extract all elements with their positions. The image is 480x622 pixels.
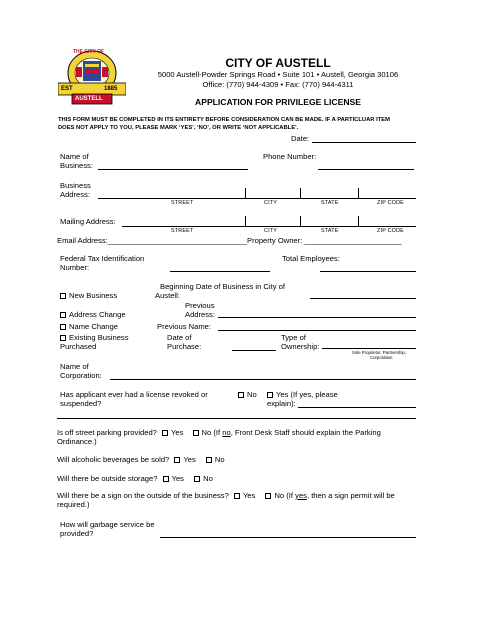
street-caption: STREET <box>171 200 194 206</box>
seal-est-year: 1885 <box>104 86 118 92</box>
mailing-address-field[interactable] <box>122 226 416 227</box>
existing-business-option[interactable] <box>60 333 129 342</box>
total-employees-field[interactable] <box>320 271 416 272</box>
yes-label: Yes <box>183 455 196 464</box>
beginning-date-label-2: Austell: <box>155 291 180 300</box>
city-caption: CITY <box>264 228 278 234</box>
parking-yes-checkbox[interactable] <box>162 430 168 436</box>
sign-line-2: required.) <box>57 500 90 509</box>
name-change-option[interactable] <box>60 322 118 331</box>
checkbox[interactable] <box>60 335 66 341</box>
date-label: Date: <box>291 134 310 143</box>
garbage-label-2: provided? <box>60 529 94 538</box>
total-employees-label: Total Employees: <box>282 254 340 263</box>
fein-field[interactable] <box>170 271 270 272</box>
state-caption: STATE <box>321 200 339 206</box>
zip-caption: ZIP CODE <box>377 228 404 234</box>
sign-no-text-2: , then a sign permit will be <box>306 491 395 500</box>
parking-question <box>57 428 381 437</box>
state-caption: STATE <box>321 228 339 234</box>
sign-no-underlined: yes <box>295 491 307 500</box>
parking-question-text: Is off street parking provided? <box>57 428 157 437</box>
instructions-line-2: DOES NOT APPLY TO YOU, PLEASE MARK ‘YES’, ‘NO’, OR WRITE ‘NOT APPLICABLE’. <box>58 125 299 131</box>
beginning-date-label-1: Beginning Date of Business in City of <box>160 282 285 291</box>
explain-field[interactable] <box>298 407 416 408</box>
alcohol-yes-checkbox[interactable] <box>174 457 180 463</box>
alcohol-question <box>57 455 225 464</box>
parking-no-checkbox[interactable] <box>193 430 199 436</box>
sign-no-text: No (If <box>274 491 296 500</box>
divider <box>358 188 359 198</box>
no-label: No <box>247 390 257 399</box>
garbage-field[interactable] <box>160 537 416 538</box>
fein-label-1: Federal Tax Identification <box>60 254 145 263</box>
yes-label: Yes <box>242 491 256 500</box>
revoked-label-2: suspended? <box>60 399 102 408</box>
date-of-label-2: Purchase: <box>167 342 202 351</box>
revoked-label-1: Has applicant ever had a license revoked or <box>60 390 208 399</box>
explain-label: explain): <box>267 399 296 408</box>
corporation-name-field[interactable] <box>110 379 416 380</box>
divider <box>358 216 359 226</box>
checkbox[interactable] <box>267 392 273 398</box>
new-business-label: New Business <box>69 291 118 300</box>
phone-number-field[interactable] <box>318 169 414 170</box>
yes-explain-label: Yes (If yes, please <box>276 390 338 399</box>
divider <box>245 216 246 226</box>
parking-no-underlined: no <box>222 428 231 437</box>
name-of-label: Name of <box>60 152 89 161</box>
type-of-ownership-label-1: Type of <box>281 333 306 342</box>
street-caption: STREET <box>171 228 194 234</box>
alcohol-no-checkbox[interactable] <box>206 457 212 463</box>
business-address-field[interactable] <box>98 198 416 199</box>
checkbox[interactable] <box>60 324 66 330</box>
divider <box>245 188 246 198</box>
ownership-hint-1: Sole Proprietor, Partnership, <box>352 350 406 355</box>
city-address: 5000 Austell-Powder Springs Road • Suite 101 • Austell, Georgia 30106 <box>157 70 399 79</box>
beginning-date-field[interactable] <box>310 298 416 299</box>
previous-address-field[interactable] <box>218 317 416 318</box>
address-change-label: Address Change <box>69 310 126 319</box>
city-title: CITY OF AUSTELL <box>225 56 331 70</box>
revoked-no-option[interactable] <box>238 390 257 399</box>
zip-caption: ZIP CODE <box>377 200 404 206</box>
city-phones: Office: (770) 944-4309 • Fax: (770) 944-4311 <box>202 80 354 89</box>
ownership-hint-2: Corporation <box>370 355 393 360</box>
mailing-address-label: Mailing Address: <box>60 217 116 226</box>
business-address-label-2: Address: <box>60 190 90 199</box>
revoked-yes-option[interactable] <box>267 390 338 399</box>
date-of-purchase-field[interactable] <box>232 350 276 351</box>
date-field[interactable] <box>312 142 416 143</box>
previous-name-field[interactable] <box>218 330 416 331</box>
phone-number-label: Phone Number: <box>263 152 317 161</box>
storage-question-text: Will there be outside storage? <box>57 474 158 483</box>
email-property-owner-line[interactable]: Email Address:_________________________________Property Owner: _______________________ <box>57 236 402 245</box>
previous-label-2: Address: <box>185 310 215 319</box>
fein-label-2: Number: <box>60 263 90 272</box>
city-caption: CITY <box>264 200 278 206</box>
parking-no-text: No (If <box>201 428 223 437</box>
explain-field-line-2[interactable] <box>57 418 416 419</box>
parking-line-2: Ordinance.) <box>57 437 97 446</box>
name-of-corporation-label-1: Name of <box>60 362 89 371</box>
no-label: No <box>214 455 225 464</box>
sign-yes-checkbox[interactable] <box>234 493 240 499</box>
alcohol-question-text: Will alcoholic beverages be sold? <box>57 455 170 464</box>
existing-business-label-2: Purchased <box>60 342 97 351</box>
existing-business-label: Existing Business <box>69 333 129 342</box>
parking-no-text-2: , Front Desk Staff should explain the Parking <box>230 428 381 437</box>
business-address-label-1: Business <box>60 181 91 190</box>
date-of-label-1: Date of <box>167 333 192 342</box>
sign-question-text: Will there be a sign on the outside of the business? <box>57 491 229 500</box>
storage-question <box>57 474 213 483</box>
instructions-line-1: THIS FORM MUST BE COMPLETED IN ITS ENTIRETY BEFORE CONSIDERATION CAN BE MADE. IF A PARTICLUAR ITEM <box>58 117 390 123</box>
seal-top-text: THE CITY OF <box>73 49 105 55</box>
checkbox[interactable] <box>238 392 244 398</box>
seal-est-label: EST <box>61 86 73 92</box>
garbage-label-1: How will garbage service be <box>60 520 155 529</box>
business-label: Business: <box>60 161 93 170</box>
divider <box>300 188 301 198</box>
type-of-ownership-field[interactable] <box>322 348 416 349</box>
name-change-label: Name Change <box>69 322 118 331</box>
storage-no-checkbox[interactable] <box>194 476 200 482</box>
business-name-field[interactable] <box>98 169 248 170</box>
type-of-ownership-label-2: Ownership: <box>281 342 320 351</box>
seal-name: AUSTELL <box>75 96 103 102</box>
name-of-corporation-label-2: Corporation: <box>60 371 102 380</box>
form-title: APPLICATION FOR PRIVILEGE LICENSE <box>195 97 361 107</box>
no-label: No <box>203 474 213 483</box>
checkbox[interactable] <box>60 312 66 318</box>
sign-question <box>57 491 395 500</box>
divider <box>300 216 301 226</box>
address-change-option[interactable] <box>60 310 126 319</box>
previous-label-1: Previous <box>185 301 215 310</box>
previous-name-label: Previous Name: <box>157 322 212 331</box>
storage-yes-checkbox[interactable] <box>163 476 169 482</box>
checkbox[interactable] <box>60 293 66 299</box>
new-business-option[interactable] <box>60 291 117 300</box>
yes-label: Yes <box>171 474 184 483</box>
sign-no-checkbox[interactable] <box>265 493 271 499</box>
yes-label: Yes <box>171 428 184 437</box>
